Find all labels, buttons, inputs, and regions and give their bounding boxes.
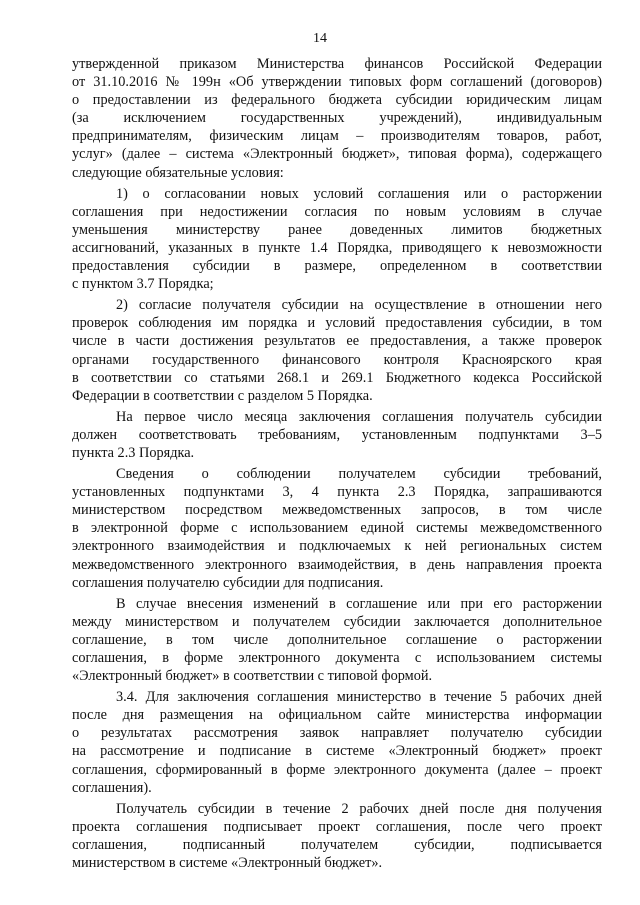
text-line: «Электронный бюджет» в соответствии с типовой формой.: [72, 668, 433, 685]
paragraph-first-line: 3.4. Для заключения соглашения министерство в течение 5 рабочих дней: [116, 689, 602, 706]
text-line: соглашения получателю субсидии для подписания.: [72, 574, 384, 591]
paragraph-first-line: Сведения о соблюдении получателем субсидии требований,: [116, 466, 602, 483]
paragraph-first-line: Получатель субсидии в течение 2 рабочих дней после дня получения: [116, 800, 602, 817]
text-line: от 31.10.2016 № 199н «Об утверждении типовых форм соглашений (договоров): [72, 74, 602, 91]
text-line: соглашения, в форме электронного документа с использованием системы: [72, 650, 602, 666]
text-line: (за исключением государственных учреждений), индивидуальным: [72, 110, 602, 127]
paragraph-first-line: 1) о согласовании новых условий соглашения или о расторжении: [116, 185, 602, 202]
document-body: [72, 55, 602, 872]
text-line: установленных подпунктами 3, 4 пункта 2.3 Порядка, запрашиваются: [72, 484, 602, 501]
text-line: в соответствии со статьями 268.1 и 269.1 Бюджетного кодекса Российской: [72, 369, 602, 386]
text-line: соглашения при недостижении согласия по новым условиям в случае: [72, 203, 602, 220]
text-line: соглашение, в том числе дополнительное соглашение о расторжении: [72, 631, 602, 648]
text-line: министерством посредством межведомственных запросов, в том числе: [72, 502, 602, 519]
text-line: проверок соблюдения им порядка и условий предоставления субсидии, в том: [72, 315, 602, 332]
text-line: предоставления субсидии в размере, определенном в соответствии: [72, 258, 602, 275]
text-line: числе в части достижения результатов ее предоставления, а также проверок: [72, 333, 602, 350]
page-number: 14: [313, 31, 327, 46]
text-line: должен соответствовать требованиям, установленным подпунктами 3–5: [72, 426, 602, 443]
text-line: соглашения).: [72, 779, 152, 796]
text-line: соглашения, сформированный в форме электронного документа (далее – проект: [72, 761, 602, 778]
text-line: межведомственного электронного взаимодействия, в день направления проекта: [72, 556, 602, 573]
text-line: следующие обязательные условия:: [72, 164, 284, 181]
text-line: ассигнований, указанных в пункте 1.4 Порядка, приводящего к невозможности: [72, 239, 602, 256]
text-line: о предоставлении из федерального бюджета субсидии юридическим лицам: [72, 92, 602, 109]
text-line: предпринимателям, физическим лицам – производителям товаров, работ,: [72, 128, 602, 145]
text-line: на рассмотрение и подписание в системе «Электронный бюджет» проект: [72, 743, 602, 760]
text-line: Федерации в соответствии с разделом 5 Порядка.: [72, 387, 373, 404]
text-line: уменьшения министерству ранее доведенных лимитов бюджетных: [72, 221, 602, 238]
text-line: министерством в системе «Электронный бюджет».: [72, 855, 383, 872]
text-line: с пунктом 3.7 Порядка;: [72, 276, 214, 293]
text-line: утвержденной приказом Министерства финансов Российской Федерации: [72, 56, 602, 72]
text-line: услуг» (далее – система «Электронный бюджет», типовая форма), содержащего: [72, 146, 602, 163]
text-line: органами государственного финансового контроля Красноярского края: [72, 351, 602, 368]
text-line: после дня размещения на официальном сайте министерства информации: [72, 707, 602, 724]
paragraph-first-line: В случае внесения изменений в соглашение или при его расторжении: [116, 595, 602, 612]
text-line: между министерством и получателем субсидии заключается дополнительное: [72, 613, 602, 630]
text-line: электронного взаимодействия и подключаемых к ней региональных систем: [72, 538, 602, 555]
text-line: проекта соглашения подписывает проект соглашения, после чего проект: [72, 818, 602, 835]
text-line: в электронной форме с использованием единой системы межведомственного: [72, 520, 602, 537]
text-line: соглашения, подписанный получателем субсидии, подписывается: [72, 836, 602, 853]
paragraph-first-line: 2) согласие получателя субсидии на осуществление в отношении него: [116, 297, 602, 314]
paragraph-first-line: На первое число месяца заключения соглашения получатель субсидии: [116, 408, 602, 425]
text-line: о результатах рассмотрения заявок направляет получателю субсидии: [72, 725, 602, 742]
text-line: пункта 2.3 Порядка.: [72, 444, 195, 461]
